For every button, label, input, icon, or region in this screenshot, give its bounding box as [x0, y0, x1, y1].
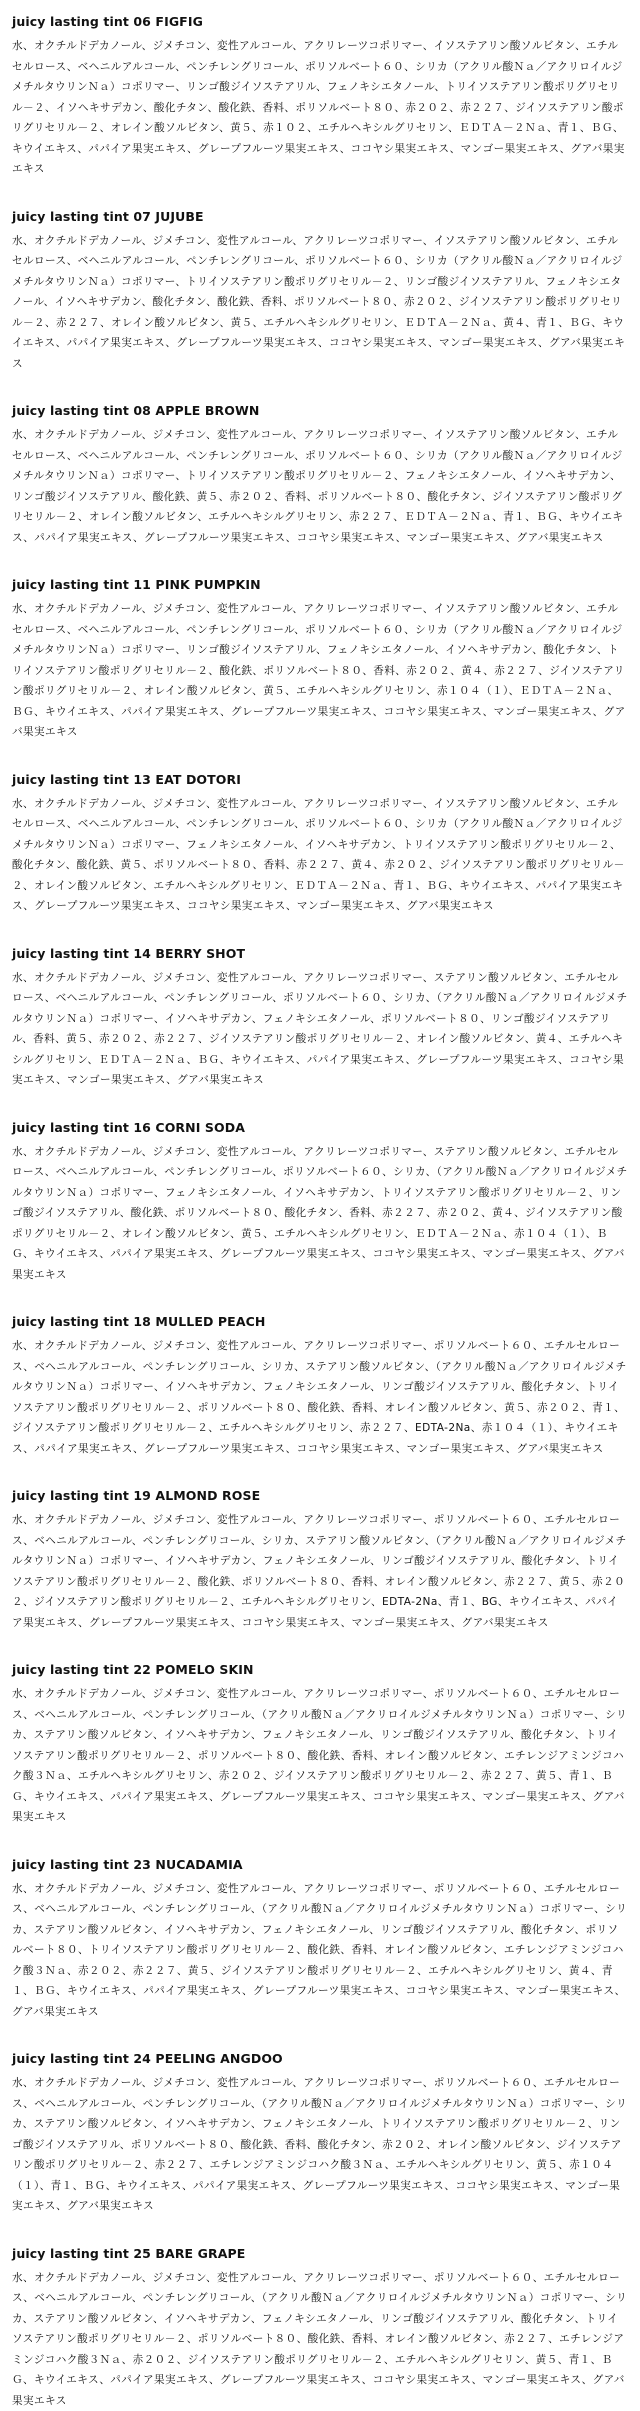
ingredients-text: 水、オクチルドデカノール、ジメチコン、変性アルコール、アクリレーツコポリマー、イソステアリン酸ソルビタン、エチルセルロース、ベヘニルアルコール、ペンチレングリコール、ポリソルベート６０、シリカ（アクリル酸Ｎａ／アクリロイルジメチルタウリンＮａ）コポリマー、リンゴ酸ジイソステアリル、フェノキシエタノール、トリイソステアリン酸ポリグリセリル－２、イソヘキサデカン、酸化チタン、酸化鉄、香料、ポリソルベート８０、赤２０２、赤２２７、ジイソステアリン酸ポリグリセリル－２、オレイン酸ソルビタン、黄５、赤１０２、エチルヘキシルグリセリン、ＥＤＴＡ－２Ｎａ、青１、ＢＧ、キウイエキス、パパイア果実エキス、グレープフルーツ果実エキス、ココヤシ果実エキス、マンゴー果実エキス、グアバ果実エキス: [12, 36, 628, 180]
product-entry-18-mulled-peach: [12, 1314, 628, 1459]
ingredients-text: 水、オクチルドデカノール、ジメチコン、変性アルコール、アクリレーツコポリマー、ポリソルベート６０、エチルセルロース、ベヘニルアルコール、ペンチレングリコール、（アクリル酸Ｎａ／アクリロイルジメチルタウリンＮａ）コポリマー、シリカ、ステアリン酸ソルビタン、イソヘキサデカン、フェノキシエタノール、リンゴ酸ジイソステアリル、酸化チタン、ポリソルベート８０、トリイソステアリン酸ポリグリセリル－２、酸化鉄、香料、オレイン酸ソルビタン、エチレンジアミンジコハク酸３Ｎａ、赤２０２、赤２２７、黄５、ジイソステアリン酸ポリグリセリル－２、エチルヘキシルグリセリン、黄４、青１、ＢＧ、キウイエキス、パパイア果実エキス、グレープフルーツ果実エキス、ココヤシ果実エキス、マンゴー果実エキス、グアバ果実エキス: [12, 1879, 628, 2023]
product-entry-11-pink-pumpkin: [12, 577, 628, 743]
product-entry-16-corni-soda: [12, 1120, 628, 1286]
product-title: juicy lasting tint 08 APPLE BROWN: [12, 403, 628, 419]
product-entry-19-almond-rose: [12, 1488, 628, 1633]
ingredients-text: 水、オクチルドデカノール、ジメチコン、変性アルコール、アクリレーツコポリマー、ステアリン酸ソルビタン、エチルセルロース、ベヘニルアルコール、ペンチレングリコール、ポリソルベート６０、シリカ、（アクリル酸Ｎａ／アクリロイルジメチルタウリンＮａ）コポリマー、フェノキシエタノール、イソヘキサデカン、トリイソステアリン酸ポリグリセリル－２、リンゴ酸ジイソステアリル、酸化鉄、ポリソルベート８０、酸化チタン、香料、赤２２７、赤２０２、黄４、ジイソステアリン酸ポリグリセリル－２、オレイン酸ソルビタン、黄５、エチルヘキシルグリセリン、ＥＤＴＡ－２Ｎａ、赤１０４（１）、ＢＧ、キウイエキス、パパイア果実エキス、グレープフルーツ果実エキス、ココヤシ果実エキス、マンゴー果実エキス、グアバ果実エキス: [12, 1142, 628, 1286]
ingredients-text: 水、オクチルドデカノール、ジメチコン、変性アルコール、アクリレーツコポリマー、ポリソルベート６０、エチルセルロース、ベヘニルアルコール、ペンチレングリコール、シリカ、ステアリン酸ソルビタン、（アクリル酸Ｎａ／アクリロイルジメチルタウリンＮａ）コポリマー、イソヘキサデカン、フェノキシエタノール、リンゴ酸ジイソステアリル、酸化チタン、トリイソステアリン酸ポリグリセリル－２、酸化鉄、ポリソルベート８０、香料、オレイン酸ソルビタン、赤２２７、黄５、赤２０２、ジイソステアリン酸ポリグリセリル－２、エチルヘキシルグリセリン、EDTA-2Na、青１、BG、キウイエキス、パパイア果実エキス、グレープフルーツ果実エキス、ココヤシ果実エキス、マンゴー果実エキス、グアバ果実エキス: [12, 1510, 628, 1633]
ingredients-text: 水、オクチルドデカノール、ジメチコン、変性アルコール、アクリレーツコポリマー、ポリソルベート６０、エチルセルロース、ベヘニルアルコール、ペンチレングリコール、（アクリル酸Ｎａ／アクリロイルジメチルタウリンＮａ）コポリマー、シリカ、ステアリン酸ソルビタン、イソヘキサデカン、フェノキシエタノール、リンゴ酸ジイソステアリル、酸化チタン、トリイソステアリン酸ポリグリセリル－２、ポリソルベート８０、酸化鉄、香料、オレイン酸ソルビタン、エチレンジアミンジコハク酸３Ｎａ、エチルヘキシルグリセリン、赤２０２、ジイソステアリン酸ポリグリセリル－２、赤２２７、黄５、青１、ＢＧ、キウイエキス、パパイア果実エキス、グレープフルーツ果実エキス、ココヤシ果実エキス、マンゴー果実エキス、グアバ果実エキス: [12, 1684, 628, 1828]
product-title: juicy lasting tint 23 NUCADAMIA: [12, 1857, 628, 1873]
product-title: juicy lasting tint 18 MULLED PEACH: [12, 1314, 628, 1330]
product-entry-25-bare-grape: [12, 2246, 628, 2411]
product-entry-14-berry-shot: [12, 946, 628, 1091]
product-entry-13-eat-dotori: [12, 772, 628, 917]
product-title: juicy lasting tint 22 POMELO SKIN: [12, 1662, 628, 1678]
product-entry-24-peeling-angdoo: [12, 2051, 628, 2217]
product-title: juicy lasting tint 25 BARE GRAPE: [12, 2246, 628, 2262]
ingredients-text: 水、オクチルドデカノール、ジメチコン、変性アルコール、アクリレーツコポリマー、ポリソルベート６０、エチルセルロース、ベヘニルアルコール、ペンチレングリコール、（アクリル酸Ｎａ／アクリロイルジメチルタウリンＮａ）コポリマー、シリカ、ステアリン酸ソルビタン、イソヘキサデカン、フェノキシエタノール、リンゴ酸ジイソステアリル、酸化チタン、トリイソステアリン酸ポリグリセリル－２、ポリソルベート８０、酸化鉄、香料、オレイン酸ソルビタン、赤２２７、エチレンジアミンジコハク酸３Ｎａ、赤２０２、ジイソステアリン酸ポリグリセリル－２、エチルヘキシルグリセリン、黄５、青１、ＢＧ、キウイエキス、パパイア果実エキス、グレープフルーツ果実エキス、ココヤシ果実エキス、マンゴー果実エキス、グアバ果実エキス: [12, 2268, 628, 2411]
product-title: juicy lasting tint 24 PEELING ANGDOO: [12, 2051, 628, 2067]
product-title: juicy lasting tint 16 CORNI SODA: [12, 1120, 628, 1136]
ingredients-text: 水、オクチルドデカノール、ジメチコン、変性アルコール、アクリレーツコポリマー、イソステアリン酸ソルビタン、エチルセルロース、ベヘニルアルコール、ペンチレングリコール、ポリソルベート６０、シリカ（アクリル酸Ｎａ／アクリロイルジメチルタウリンＮａ）コポリマー、フェノキシエタノール、イソヘキサデカン、トリイソステアリン酸ポリグリセリル－２、酸化チタン、酸化鉄、黄５、ポリソルベート８０、香料、赤２２７、黄４、赤２０２、ジイソステアリン酸ポリグリセリル－２、オレイン酸ソルビタン、エチルヘキシルグリセリン、ＥＤＴＡ－２Ｎａ、青１、ＢＧ、キウイエキス、パパイア果実エキス、グレープフルーツ果実エキス、ココヤシ果実エキス、マンゴー果実エキス、グアバ果実エキス: [12, 794, 628, 917]
product-title: juicy lasting tint 14 BERRY SHOT: [12, 946, 628, 962]
product-entry-08-apple-brown: [12, 403, 628, 548]
product-title: juicy lasting tint 11 PINK PUMPKIN: [12, 577, 628, 593]
product-entry-22-pomelo-skin: [12, 1662, 628, 1828]
ingredients-text: 水、オクチルドデカノール、ジメチコン、変性アルコール、アクリレーツコポリマー、ステアリン酸ソルビタン、エチルセルロース、ベヘニルアルコール、ペンチレングリコール、ポリソルベート６０、シリカ、（アクリル酸Ｎａ／アクリロイルジメチルタウリンＮａ）コポリマー、イソヘキサデカン、フェノキシエタノール、ポリソルベート８０、リンゴ酸ジイソステアリル、香料、黄５、赤２０２、赤２２７、ジイソステアリン酸ポリグリセリル－２、オレイン酸ソルビタン、黄４、エチルヘキシルグリセリン、ＥＤＴＡ－２Ｎａ、ＢＧ、キウイエキス、パパイア果実エキス、グレープフルーツ果実エキス、ココヤシ果実エキス、マンゴー果実エキス、グアバ果実エキス: [12, 968, 628, 1091]
product-title: juicy lasting tint 07 JUJUBE: [12, 209, 628, 225]
product-entry-07-jujube: [12, 209, 628, 375]
product-entry-23-nucadamia: [12, 1857, 628, 2023]
ingredients-text: 水、オクチルドデカノール、ジメチコン、変性アルコール、アクリレーツコポリマー、ポリソルベート６０、エチルセルロース、ベヘニルアルコール、ペンチレングリコール、シリカ、ステアリン酸ソルビタン、（アクリル酸Ｎａ／アクリロイルジメチルタウリンＮａ）コポリマー、イソヘキサデカン、フェノキシエタノール、リンゴ酸ジイソステアリル、酸化チタン、トリイソステアリン酸ポリグリセリル－２、ポリソルベート８０、酸化鉄、香料、オレイン酸ソルビタン、黄５、赤２０２、青１、ジイソステアリン酸ポリグリセリル－２、エチルヘキシルグリセリン、赤２２７、EDTA-2Na、赤１０４（１）、キウイエキス、パパイア果実エキス、グレープフルーツ果実エキス、ココヤシ果実エキス、マンゴー果実エキス、グアバ果実エキス: [12, 1336, 628, 1459]
product-title: juicy lasting tint 06 FIGFIG: [12, 14, 628, 30]
ingredients-text: 水、オクチルドデカノール、ジメチコン、変性アルコール、アクリレーツコポリマー、イソステアリン酸ソルビタン、エチルセルロース、ベヘニルアルコール、ペンチレングリコール、ポリソルベート６０、シリカ（アクリル酸Ｎａ／アクリロイルジメチルタウリンＮａ）コポリマー、トリイソステアリン酸ポリグリセリル－２、フェノキシエタノール、イソヘキサデカン、リンゴ酸ジイソステアリル、酸化鉄、黄５、赤２０２、香料、ポリソルベート８０、酸化チタン、ジイソステアリン酸ポリグリセリル－２、オレイン酸ソルビタン、エチルヘキシルグリセリン、赤２２７、ＥＤＴＡ－２Ｎａ、青１、ＢＧ、キウイエキス、パパイア果実エキス、グレープフルーツ果実エキス、ココヤシ果実エキス、マンゴー果実エキス、グアバ果実エキス: [12, 425, 628, 548]
ingredients-text: 水、オクチルドデカノール、ジメチコン、変性アルコール、アクリレーツコポリマー、ポリソルベート６０、エチルセルロース、ベヘニルアルコール、ペンチレングリコール、（アクリル酸Ｎａ／アクリロイルジメチルタウリンＮａ）コポリマー、シリカ、ステアリン酸ソルビタン、イソヘキサデカン、フェノキシエタノール、トリイソステアリン酸ポリグリセリル－２、リンゴ酸ジイソステアリル、ポリソルベート８０、酸化鉄、香料、酸化チタン、赤２０２、オレイン酸ソルビタン、ジイソステアリン酸ポリグリセリル－２、赤２２７、エチレンジアミンジコハク酸３Ｎａ、エチルヘキシルグリセリン、黄５、赤１０４（１）、青１、ＢＧ、キウイエキス、パパイア果実エキス、グレープフルーツ果実エキス、ココヤシ果実エキス、マンゴー果実エキス、グアバ果実エキス: [12, 2073, 628, 2217]
product-entry-06-figfig: [12, 14, 628, 180]
product-title: juicy lasting tint 19 ALMOND ROSE: [12, 1488, 628, 1504]
product-title: juicy lasting tint 13 EAT DOTORI: [12, 772, 628, 788]
ingredients-text: 水、オクチルドデカノール、ジメチコン、変性アルコール、アクリレーツコポリマー、イソステアリン酸ソルビタン、エチルセルロース、ベヘニルアルコール、ペンチレングリコール、ポリソルベート６０、シリカ（アクリル酸Ｎａ／アクリロイルジメチルタウリンＮａ）コポリマー、リンゴ酸ジイソステアリル、フェノキシエタノール、イソヘキサデカン、酸化チタン、トリイソステアリン酸ポリグリセリル－２、酸化鉄、ポリソルベート８０、香料、赤２０２、黄４、赤２２７、ジイソステアリン酸ポリグリセリル－２、オレイン酸ソルビタン、黄５、エチルヘキシルグリセリン、赤１０４（１）、ＥＤＴＡ－２Ｎａ、ＢＧ、キウイエキス、パパイア果実エキス、グレープフルーツ果実エキス、ココヤシ果実エキス、マンゴー果実エキス、グアバ果実エキス: [12, 599, 628, 743]
ingredients-text: 水、オクチルドデカノール、ジメチコン、変性アルコール、アクリレーツコポリマー、イソステアリン酸ソルビタン、エチルセルロース、ベヘニルアルコール、ペンチレングリコール、ポリソルベート６０、シリカ（アクリル酸Ｎａ／アクリロイルジメチルタウリンＮａ）コポリマー、トリイソステアリン酸ポリグリセリル－２、リンゴ酸ジイソステアリル、フェノキシエタノール、イソヘキサデカン、酸化チタン、酸化鉄、香料、ポリソルベート８０、赤２０２、ジイソステアリン酸ポリグリセリル－２、赤２２７、オレイン酸ソルビタン、黄５、エチルヘキシルグリセリン、ＥＤＴＡ－２Ｎａ、黄４、青１、ＢＧ、キウイエキス、パパイア果実エキス、グレープフルーツ果実エキス、ココヤシ果実エキス、マンゴー果実エキス、グアバ果実エキス: [12, 231, 628, 375]
